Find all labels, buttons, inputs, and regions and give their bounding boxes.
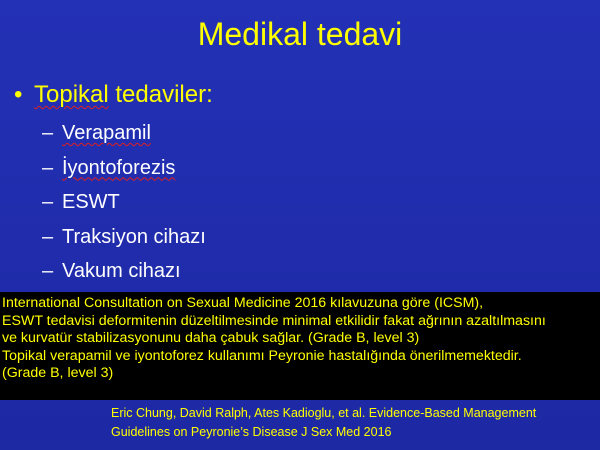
note-line: ve kurvatür stabilizasyonunu daha çabuk sağlar. (Grade B, level 3) — [2, 330, 420, 347]
guideline-note-box — [0, 292, 600, 400]
list-item — [42, 185, 206, 220]
treatment-list — [42, 116, 206, 289]
note-line: ESWT tedavisi deformitenin düzeltilmesinde minimal etkilidir fakat ağrının azaltılmasını — [2, 312, 546, 329]
list-item — [42, 254, 206, 289]
list-item-text: İyontoforezis — [62, 156, 176, 179]
dash-marker: – — [42, 156, 54, 179]
list-item-text: Traksiyon cihazı — [62, 225, 206, 248]
list-item — [42, 151, 206, 186]
note-line: (Grade B, level 3) — [2, 365, 114, 382]
citation-line: Eric Chung, David Ralph, Ates Kadioglu, et al. Evidence-Based Management — [111, 406, 537, 420]
list-item-text: Vakum cihazı — [62, 260, 181, 282]
list-item-text: ESWT — [62, 191, 120, 213]
bullet-word-topikal: Topikal — [34, 81, 109, 108]
list-item-text: Verapamil — [62, 122, 151, 144]
note-line: International Consultation on Sexual Medicine 2016 kılavuzuna göre (ICSM), — [2, 295, 484, 311]
list-item — [42, 116, 206, 151]
citation-line: Guidelines on Peyronie’s Disease J Sex Med 2016 — [111, 425, 392, 439]
note-line: Topikal verapamil ve iyontoforez kullanımı Peyronie hastalığında önerilmemektedir. — [2, 347, 522, 364]
dash-marker: – — [42, 122, 54, 144]
bullet-rest: tedaviler: — [108, 81, 213, 108]
dash-marker: – — [42, 260, 54, 282]
dash-marker: – — [42, 191, 54, 213]
citation — [111, 404, 536, 442]
slide-title: Medikal tedavi — [197, 16, 403, 52]
list-item — [42, 220, 206, 255]
bullet-marker: • — [14, 81, 23, 108]
main-bullet — [14, 80, 213, 110]
dash-marker: – — [42, 225, 54, 248]
